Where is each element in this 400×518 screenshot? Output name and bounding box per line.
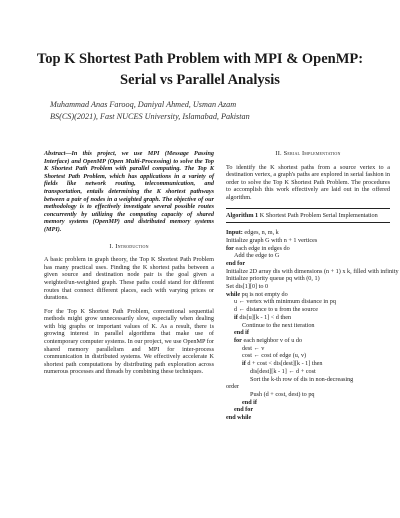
algorithm-mid-rule	[226, 222, 390, 223]
algorithm-line	[226, 329, 390, 337]
algorithm-keyword: if	[234, 313, 238, 321]
intro-heading-number: I.	[109, 242, 116, 250]
algorithm-text: Push (d + cost, dest) to pq	[250, 390, 315, 398]
algorithm-text: d + cost < dis[dest][k - 1] then	[245, 360, 323, 368]
algorithm-keyword: end while	[226, 414, 252, 422]
serial-heading-number: II.	[275, 150, 284, 157]
algorithm-keyword: if	[242, 360, 246, 368]
right-column	[226, 150, 399, 422]
algorithm-keyword: while	[226, 290, 241, 298]
algorithm-text: Initialize priority queue pq with (0, 1)	[226, 275, 320, 283]
algorithm-keyword: for	[234, 337, 242, 344]
algorithm-body	[226, 229, 399, 422]
intro-paragraph-1: A basic problem in graph theory, the Top K Shortest Path Problem has many practical uses. Finding the K shortest paths between a given source and destination node pair is the goal given a weighted/un-weighted graph. These paths could stand for different routes that connect different places, each with varying prices or durations.	[44, 256, 214, 302]
algorithm-keyword: end if	[234, 329, 249, 337]
algorithm-line	[226, 291, 390, 299]
intro-heading-text: Introduction	[115, 242, 149, 250]
algorithm-text: order	[226, 383, 240, 391]
algorithm-text: u ← vertex with minimum distance in pq	[234, 298, 336, 306]
author-affiliation: BS(CS)(2021), Fast NUCES University, Islamabad, Pakistan	[50, 112, 250, 121]
abstract: Abstract—In this project, we use MPI (Message Passing Interface) and OpenMP (Open Multi-Processing) to solve the Top K Shortest Path Problem with parallel computing. The Top K Shortest Path Problem, which has applications in a variety of fields like network routing, telecommunication, and transportation, entails determining the K shortest pathways between a pair of nodes in a weighted graph. The objective of our methodology is to effectively investigate several possible routes concurrently by utilizing the computing capacity of shared memory systems (OpenMP) and distributed memory systems (MPI).	[44, 150, 214, 233]
algorithm-text: dis[dest][k - 1] ← d + cost	[250, 367, 316, 375]
algorithm-text: cost ← cost of edge (u, v)	[242, 352, 307, 360]
algorithm-line	[226, 399, 390, 407]
algorithm-text: dest ← v	[242, 344, 265, 352]
algorithm-line	[226, 275, 390, 283]
algorithm-line	[226, 245, 390, 253]
algorithm-line	[226, 306, 390, 314]
algorithm-text: dis[u][k - 1] < d then	[237, 313, 292, 321]
algorithm-keyword: end for	[234, 406, 254, 414]
algorithm-line	[226, 383, 390, 391]
author-names: Muhammad Anas Farooq, Daniyal Ahmed, Usman Azam	[50, 100, 237, 109]
algorithm-text: Set dis[1][0] to 0	[226, 283, 269, 291]
algorithm-line	[226, 368, 390, 376]
algorithm-text: each neighbor v of u do	[241, 337, 303, 344]
algorithm-text: Initialize 2D array dis with dimensions (n + 1) x k, filled with infinity	[226, 267, 399, 275]
algorithm-line	[226, 283, 390, 291]
algorithm-keyword: end for	[226, 259, 246, 267]
algorithm-text: d ← distance to u from the source	[234, 306, 319, 314]
algorithm-line	[226, 406, 390, 414]
algorithm-line	[226, 237, 390, 245]
algorithm-text: Add the edge to G	[234, 252, 280, 260]
algorithm-line	[226, 376, 390, 384]
algorithm-line	[226, 391, 390, 399]
algorithm-line	[226, 345, 390, 353]
algorithm-text: each edge in edges do	[233, 244, 290, 252]
algorithm-text: Sort the k-th row of dis in non-decreasing	[250, 375, 354, 383]
intro-paragraph-2: For the Top K Shortest Path Problem, conventional sequential methods might grow unnecessarily slow, especially when dealing with big graphs or important values of K. As a result, there is growing interest in parallel algorithms that make use of contemporary computer systems. In our project, we use OpenMP for shared memory parallelism and MPI for inter-process communication in distributed systems. We effectively accelerate K shortest path computations by distributing path exploration across numerous processes and threads by combining these techniques.	[44, 307, 214, 376]
serial-heading	[226, 150, 390, 158]
algorithm-keyword: Input:	[226, 229, 243, 237]
serial-paragraph: To identify the K shortest paths from a source vertex to a destination vertex, a graph's paths are explored in serial fashion in order to solve the Top K Shortest Path Problem. The procedures to accomplish this work effectively are laid out in the offered algorithm.	[226, 163, 390, 201]
left-column	[44, 150, 214, 382]
algorithm-line	[226, 298, 390, 306]
algorithm-keyword: end if	[242, 398, 257, 406]
algorithm-line	[226, 360, 390, 368]
algorithm-caption-text: K Shortest Path Problem Serial Implementation	[258, 211, 378, 219]
algorithm-caption	[226, 212, 390, 220]
algorithm-line	[226, 414, 390, 422]
algorithm-line	[226, 322, 390, 330]
algorithm-line	[226, 337, 390, 345]
algorithm-keyword: for	[226, 244, 234, 252]
algorithm-line	[226, 314, 390, 322]
algorithm-text: Continue to the next iteration	[242, 321, 315, 329]
algorithm-line	[226, 229, 390, 237]
algorithm-line	[226, 260, 390, 268]
algorithm-label: Algorithm 1	[226, 211, 259, 219]
paper-title-line1: Top K Shortest Path Problem with MPI & OpenMP:	[36, 51, 364, 67]
author-block	[50, 99, 350, 123]
intro-heading	[44, 243, 214, 251]
algorithm-line	[226, 352, 390, 360]
algorithm-text: edges, n, m, k	[242, 229, 279, 237]
algorithm-line	[226, 252, 390, 260]
algorithm-text: pq is not empty do	[240, 290, 288, 298]
serial-heading-text: Serial Implementation	[283, 150, 341, 157]
paper-title-line2: Serial vs Parallel Analysis	[120, 72, 280, 88]
algorithm-text: Initialize graph G with n + 1 vertices	[226, 236, 318, 244]
algorithm-top-rule	[226, 208, 390, 209]
algorithm-line	[226, 267, 399, 276]
